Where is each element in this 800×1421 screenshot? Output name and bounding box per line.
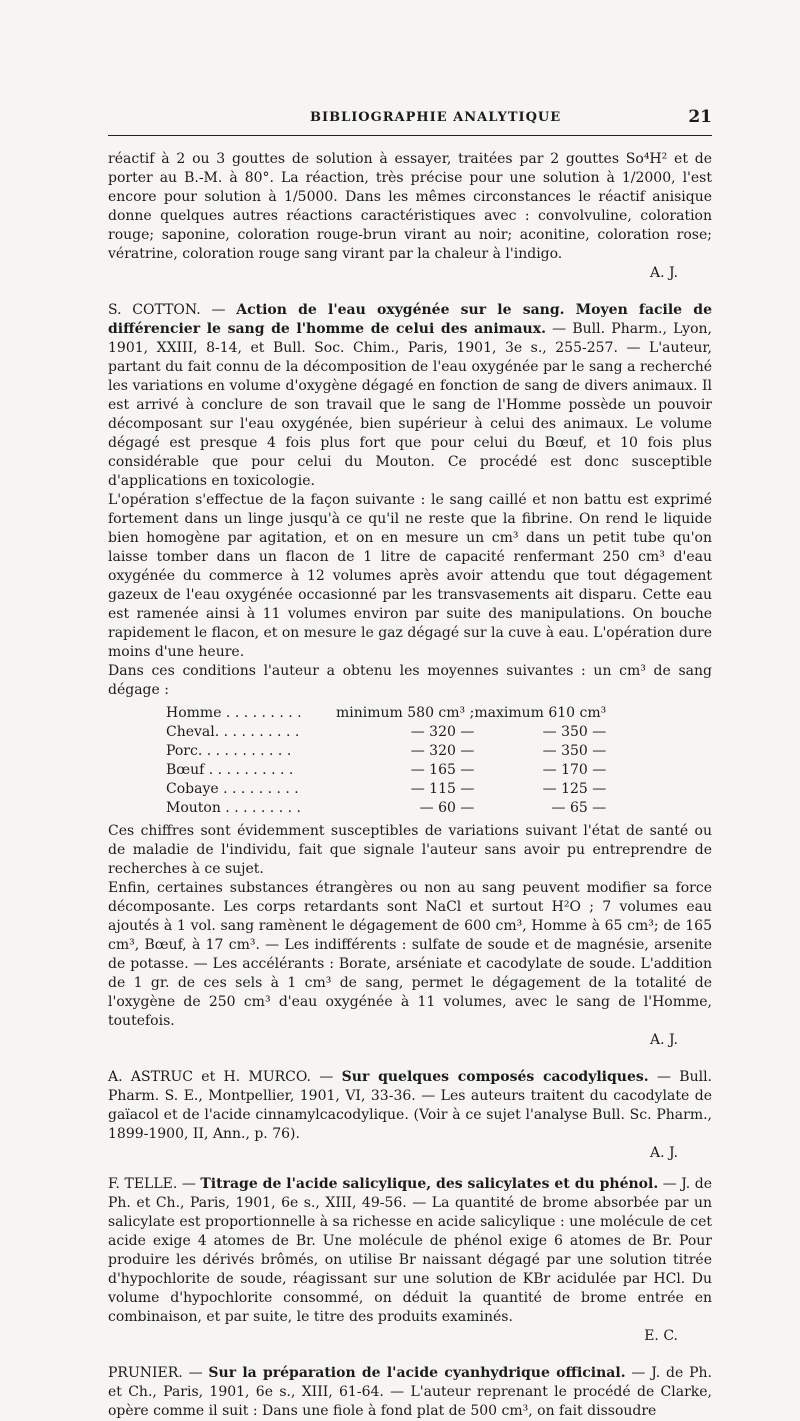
minimum-cell: — 320 — [410,743,475,759]
cotton-text-4: Ces chiffres sont évidemment susceptibles de variations suivant l'état de santé ou de maladie de l'individu, fait que signale l'auteur sans avoir pu entreprendre de recherches à ce sujet. [108,823,712,877]
maximum-cell: — 350 — [542,724,607,740]
minimum-cell: — 320 — [410,724,475,740]
cotton-text-3: Dans ces conditions l'auteur a obtenu les moyennes suivantes : un cm³ de sang dégage : [108,663,712,698]
signature-aj-1: A. J. [650,265,678,281]
telle-title: Titrage de l'acide salicylique, des salicylates et du phénol. [200,1176,659,1192]
telle-author: F. TELLE. — [108,1176,196,1192]
minimum-cell: — 115 — [410,781,475,797]
running-header [108,107,712,132]
page-number: 21 [688,107,712,127]
paragraph-continued: réactif à 2 ou 3 gouttes de solution à essayer, traitées par 2 gouttes So⁴H² et de porter au B.-M. à 80°. La réaction, très précise pour une solution à 1/2000, l'est encore pour solution à 1/5000. Dans les mêmes circonstances le réactif anisique donne quelques autres réactions caractéristiques avec : convolvuline, coloration rouge; saponine, coloration rouge-brun virant au noir; aconitine, coloration rose; vératrine, coloration rouge sang virant par la chaleur à l'indigo. [108,151,712,262]
spacer [108,1346,712,1364]
prunier-author: PRUNIER. — [108,1365,203,1381]
table-row [166,780,606,799]
prunier-text: — J. de Ph. et Ch., Paris, 1901, 6e s., XIII, 61-64. — L'auteur reprenant le procédé de Clarke, opère comme il suit : Dans une fiole à fond plat de 500 cm³, on fait dissoudre [108,1365,712,1419]
maximum-cell: — 125 — [542,781,607,797]
signature-aj-2: A. J. [650,1032,678,1048]
cotton-text-5: Enfin, certaines substances étrangères ou non au sang peuvent modifier sa force décomposante. Les corps retardants sont NaCl et surtout H²O ; 7 volumes eau ajoutés à 1 vol. sang ramènent le dégagement de 600 cm³, Homme à 65 cm³; de 165 cm³, Bœuf, à 17 cm³. — Les indifférents : sulfate de soude et de magnésie, arsenite de potasse. — Les accélérants : Borate, arséniate et cacodylate de soude. L'addition de 1 gr. de ces sels à 1 cm³ de sang, permet le dégagement de la totalité de l'oxygène de 250 cm³ d'eau oxygénée à 11 volumes, avec le sang de l'Homme, toutefois. [108,880,712,1029]
animal-cell: Cheval. . . . . . . . . . [166,724,300,740]
telle-entry [108,1175,712,1327]
animal-cell: Porc. . . . . . . . . . . [166,743,292,759]
minimum-cell: — 165 — [410,762,475,778]
signature-aj-3: A. J. [650,1145,678,1161]
maximum-cell: — 65 — [551,800,607,816]
table-row [166,799,606,818]
animal-cell: Mouton . . . . . . . . . [166,800,301,816]
spacer [108,283,712,301]
minimum-cell: — 60 — [419,800,475,816]
astruc-author: A. ASTRUC et H. MURCO. — [108,1069,334,1085]
astruc-text: — Bull. Pharm. S. E., Montpellier, 1901, VI, 33-36. — Les auteurs traitent du cacodylate de gaïacol et de l'acide cinnamylcacodylique. (Voir à ce sujet l'analyse Bull. Sc. Pharm., 1899-1900, II, Ann., p. 76). [108,1069,712,1142]
spacer [108,1163,712,1175]
prunier-entry [108,1364,712,1421]
astruc-title: Sur quelques composés cacodyliques. [341,1069,649,1085]
header-rule [108,135,712,136]
header-title: BIBLIOGRAPHIE ANALYTIQUE [310,110,562,125]
animal-cell: Homme . . . . . . . . . [166,705,302,721]
cotton-reference: — Bull. Pharm., Lyon, 1901, XXIII, 8-14, et Bull. Soc. Chim., Paris, 1901, 3e s., 255-257. [108,321,712,356]
animal-cell: Cobaye . . . . . . . . . [166,781,299,797]
cotton-entry [108,301,712,491]
minimum-cell: minimum 580 cm³ ; [336,705,475,721]
table-row [166,761,606,780]
page-body [108,150,712,1421]
maximum-cell: — 350 — [542,743,607,759]
cotton-author: S. COTTON. — [108,302,226,318]
table-row [166,723,606,742]
prunier-title: Sur la préparation de l'acide cyanhydrique officinal. [208,1365,626,1381]
signature-ec: E. C. [644,1328,678,1344]
maximum-cell: maximum 610 cm³ [474,705,607,721]
table-row [166,704,606,723]
spacer [108,1050,712,1068]
cotton-text-1: — L'auteur, partant du fait connu de la décomposition de l'eau oxygénée par le sang a recherché les variations en volume d'oxygène dégagé en fonction de sang de divers animaux. Il est arrivé à conclure de son travail que le sang de l'Homme possède un pouvoir décomposant sur l'eau oxygénée, bien supérieur à celui des animaux. Le volume dégagé est presque 4 fois plus fort que pour celui du Bœuf, et 10 fois plus considérable que pour celui du Mouton. Ce procédé est donc susceptible d'applications en toxicologie. [108,340,712,489]
animal-cell: Bœuf . . . . . . . . . . [166,762,294,778]
maximum-cell: — 170 — [542,762,607,778]
results-table [166,704,606,818]
table-row [166,742,606,761]
cotton-text-2: L'opération s'effectue de la façon suivante : le sang caillé et non battu est exprimé fortement dans un linge jusqu'à ce qu'il ne reste que la fibrine. On rend le liquide bien homogène par agitation, et on en mesure un cm³ dans un petit tube qu'on laisse tomber dans un flacon de 1 litre de capacité renfermant 250 cm³ d'eau oxygénée du commerce à 12 volumes après avoir attendu que tout dégagement gazeux de l'eau oxygénée occasionné par les transvasements ait disparu. Cette eau est ramenée ainsi à 11 volumes environ par suite des manipulations. On bouche rapidement le flacon, et on mesure le gaz dégagé sur la cuve à eau. L'opération dure moins d'une heure. [108,492,712,660]
astruc-entry [108,1068,712,1144]
telle-text: — J. de Ph. et Ch., Paris, 1901, 6e s., XIII, 49-56. — La quantité de brome absorbée par un salicylate est proportionnelle à sa richesse en acide salicylique : une molécule de cet acide exige 4 atomes de Br. Une molécule de phénol exige 6 atomes de Br. Pour produire les dérivés brômés, on utilise Br naissant dégagé par une solution titrée d'hypochlorite de soude, réagissant sur une solution de KBr acidulée par HCl. Du volume d'hypochlorite consommé, on déduit la quantité de brome entrée en combinaison, et par suite, le titre des produits examinés. [108,1176,712,1325]
cotton-title: Action de l'eau oxygénée sur le sang. Moyen facile de différencier le sang de l'homme de celui des animaux. [108,302,712,337]
